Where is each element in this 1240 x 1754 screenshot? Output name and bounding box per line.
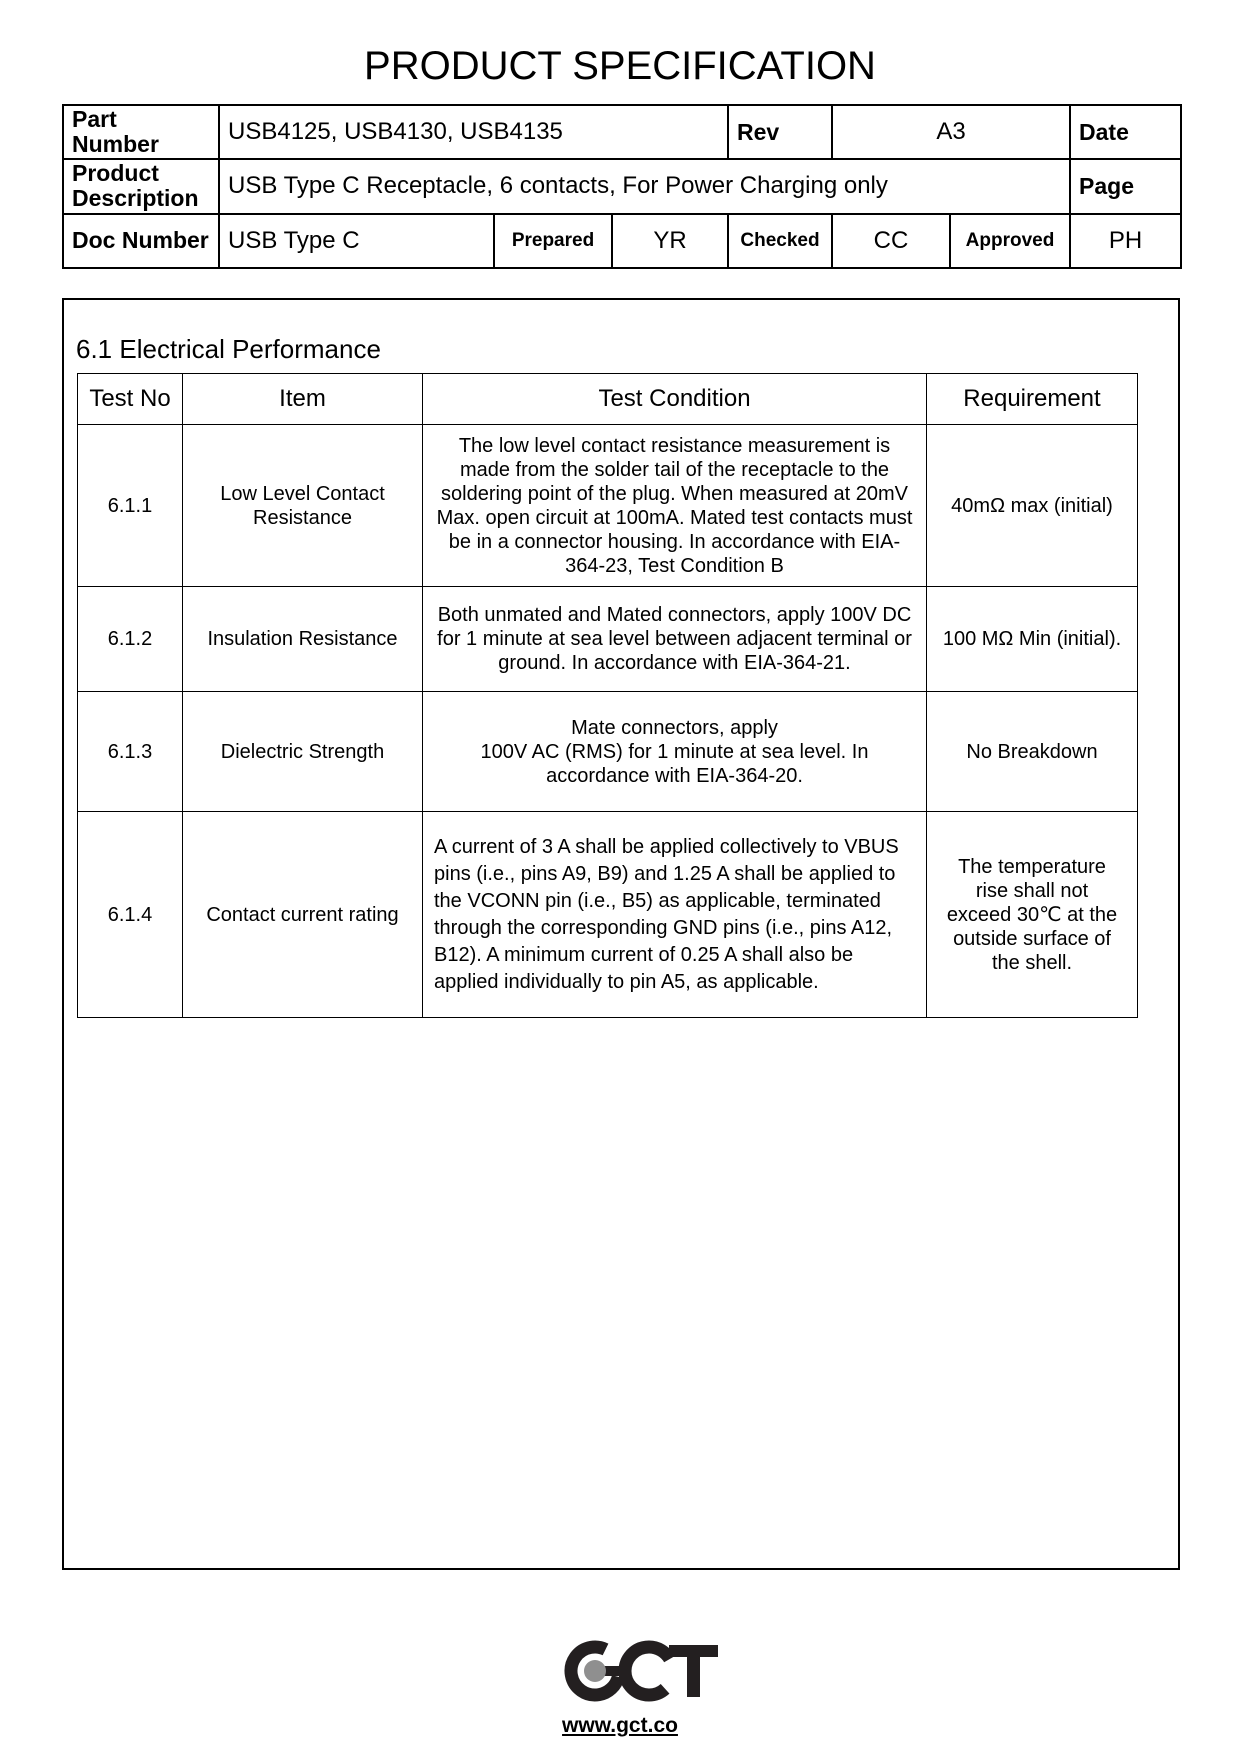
table-header-row <box>78 374 1138 425</box>
item-cell: Contact current rating <box>183 812 423 1018</box>
requirement-cell: No Breakdown <box>927 692 1138 812</box>
test-no-cell: 6.1.4 <box>78 812 183 1018</box>
part-number-value: USB4125, USB4130, USB4135 <box>219 105 728 159</box>
item-cell: Insulation Resistance <box>183 587 423 692</box>
test-no-cell: 6.1.2 <box>78 587 183 692</box>
page-label: Page <box>1070 159 1181 213</box>
page-title: PRODUCT SPECIFICATION <box>364 44 876 88</box>
table-row <box>78 587 1138 692</box>
item-cell: Dielectric Strength <box>183 692 423 812</box>
section-title: 6.1 Electrical Performance <box>76 334 381 364</box>
rev-label: Rev <box>728 105 832 159</box>
approved-label: Approved <box>950 214 1070 268</box>
requirement-cell: 40mΩ max (initial) <box>927 425 1138 587</box>
electrical-performance-table <box>77 373 1138 1018</box>
column-header-test-no: Test No <box>78 374 183 425</box>
requirement-cell: The temperature rise shall not exceed 30℃ at the outside surface of the shell. <box>927 812 1138 1018</box>
doc-number-value: USB Type C <box>219 214 494 268</box>
product-description-label: Product Description <box>63 159 219 213</box>
table-row <box>78 692 1138 812</box>
date-label: Date <box>1070 105 1181 159</box>
part-number-label: Part Number <box>63 105 219 159</box>
condition-line: Mate connectors, apply <box>571 716 778 739</box>
product-description-value: USB Type C Receptacle, 6 contacts, For Power Charging only <box>219 159 1070 213</box>
doc-number-label: Doc Number <box>63 214 219 268</box>
condition-cell: Both unmated and Mated connectors, apply 100V DC for 1 minute at sea level between adjacent terminal or ground. In accordance with EIA-364-21. <box>423 587 927 692</box>
checked-label: Checked <box>728 214 832 268</box>
gct-logo <box>564 1640 720 1702</box>
website-link[interactable]: www.gct.co <box>562 1714 678 1737</box>
table-row <box>78 812 1138 1018</box>
column-header-requirement: Requirement <box>927 374 1138 425</box>
approved-value: PH <box>1070 214 1181 268</box>
header-row-part <box>63 105 1181 159</box>
condition-cell: A current of 3 A shall be applied collectively to VBUS pins (i.e., pins A9, B9) and 1.25 A shall be applied to the VCONN pin (i.e., B5) as applicable, terminated through the corresponding GND pins (i.e., pins A12, B12). A minimum current of 0.25 A shall also be applied individually to pin A5, as applicable. <box>423 812 927 1018</box>
checked-value: CC <box>832 214 950 268</box>
column-header-test-condition: Test Condition <box>423 374 927 425</box>
item-cell: Low Level Contact Resistance <box>183 425 423 587</box>
header-row-description <box>63 159 1181 213</box>
header-table <box>62 104 1182 269</box>
test-no-cell: 6.1.1 <box>78 425 183 587</box>
prepared-label: Prepared <box>494 214 612 268</box>
header-row-doc <box>63 214 1181 268</box>
table-row <box>78 425 1138 587</box>
content-box <box>62 298 1180 1570</box>
condition-cell <box>423 692 927 812</box>
column-header-item: Item <box>183 374 423 425</box>
requirement-cell: 100 MΩ Min (initial). <box>927 587 1138 692</box>
condition-line: 100V AC (RMS) for 1 minute at sea level. In accordance with EIA-364-20. <box>480 740 869 787</box>
prepared-value: YR <box>612 214 728 268</box>
condition-cell: The low level contact resistance measurement is made from the solder tail of the receptacle to the soldering point of the plug. When measured at 20mV Max. open circuit at 100mA. Mated test contacts must be in a connector housing. In accordance with EIA-364-23, Test Condition B <box>423 425 927 587</box>
test-no-cell: 6.1.3 <box>78 692 183 812</box>
rev-value: A3 <box>832 105 1070 159</box>
